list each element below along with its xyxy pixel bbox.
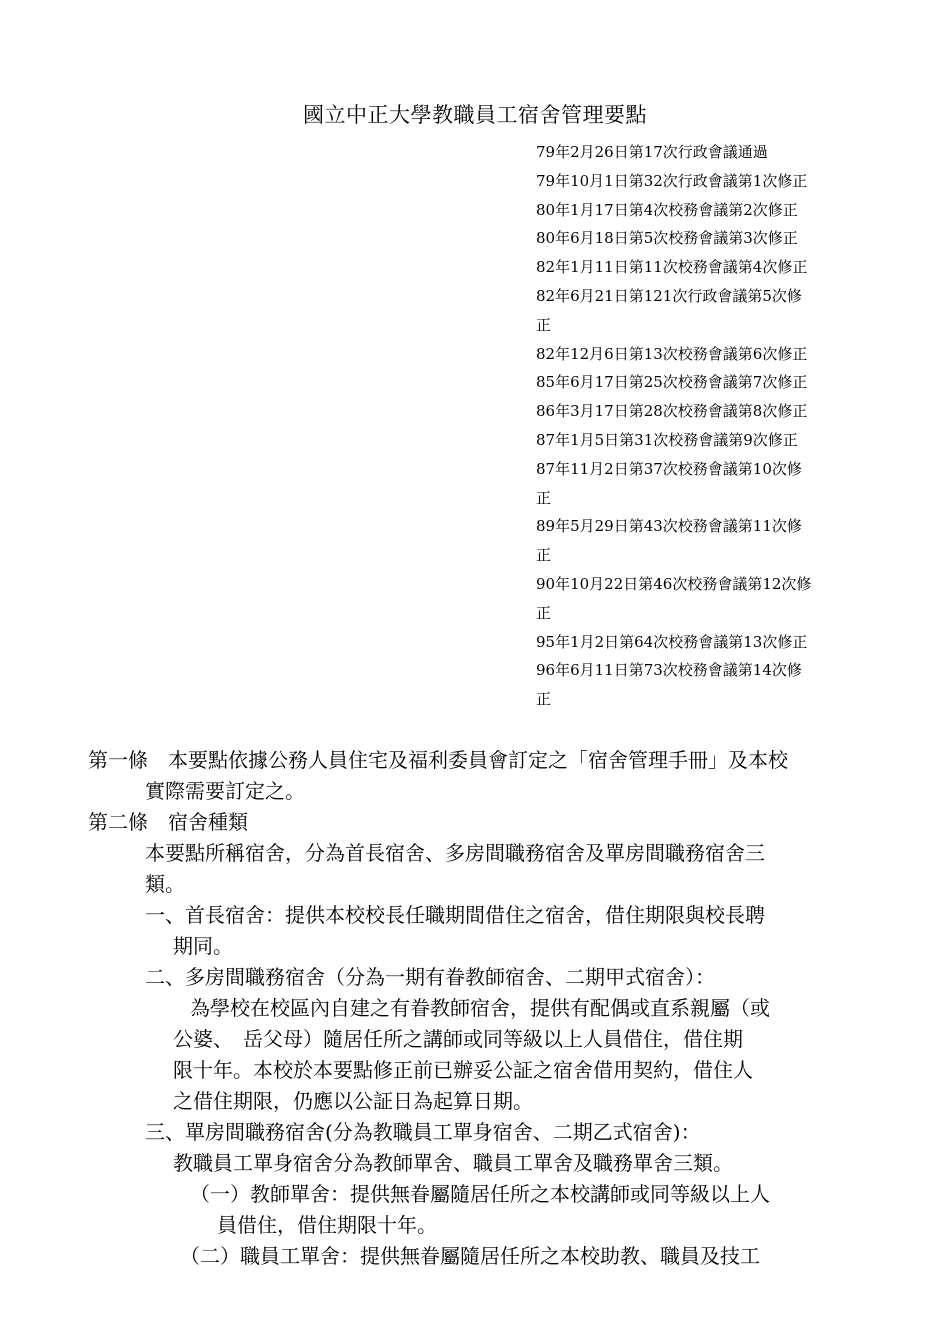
article-2-intro: 本要點所稱宿舍，分為首長宿舍、多房間職務宿舍及單房間職務宿舍三 [145, 841, 765, 865]
history-line: 80年1月17日第4次校務會議第2次修正 [536, 200, 798, 219]
article-2-intro-continuation: 類。 [145, 872, 185, 896]
amendment-history [536, 138, 858, 714]
subitem-1-continuation: 員借住，借住期限十年。 [217, 1213, 437, 1237]
history-line: 79年2月26日第17次行政會議通過 [536, 143, 768, 161]
history-line: 85年6月17日第25次校務會議第7次修正 [536, 373, 808, 392]
history-line: 79年10月1日第32次行政會議第1次修正 [536, 171, 808, 190]
article-1-continuation: 實際需要訂定之。 [145, 779, 305, 803]
item-3-text: 教職員工單身宿舍分為教師單舍、職員工單舍及職務單舍三類。 [173, 1151, 733, 1175]
history-line: 80年6月18日第5次校務會議第3次修正 [536, 229, 798, 248]
history-line: 82年6月21日第121次行政會議第5次修 [536, 286, 802, 305]
history-line: 正 [536, 488, 552, 507]
item-2-text: 為學校在校區內自建之有眷教師宿舍，提供有配偶或直系親屬（或 [190, 996, 770, 1020]
regulation-body [88, 745, 878, 1272]
history-line: 89年5月29日第43次校務會議第11次修 [536, 517, 802, 536]
history-line: 95年1月2日第64次校務會議第13次修正 [536, 632, 808, 651]
history-line: 正 [536, 546, 552, 565]
history-line: 正 [536, 603, 552, 622]
history-line: 86年3月17日第28次校務會議第8次修正 [536, 402, 808, 421]
item-2-text: 公婆、 岳父母）隨居任所之講師或同等級以上人員借住，借住期 [173, 1027, 743, 1051]
item-2-multi-room: 二、多房間職務宿舍（分為一期有眷教師宿舍、二期甲式宿舍）： [145, 965, 715, 989]
item-1-continuation: 期同。 [173, 934, 233, 958]
item-2-text: 限十年。本校於本要點修正前已辦妥公証之宿舍借用契約，借住人 [173, 1058, 753, 1082]
article-1-heading: 第一條 本要點依據公務人員住宅及福利委員會訂定之「宿舍管理手冊」及本校 [88, 748, 788, 772]
history-line: 87年11月2日第37次校務會議第10次修 [536, 459, 802, 478]
item-3-single-room: 三、單房間職務宿舍(分為教職員工單身宿舍、二期乙式宿舍)： [145, 1120, 701, 1144]
history-line: 正 [536, 315, 552, 334]
history-line: 90年10月22日第46次校務會議第12次修 [536, 574, 812, 593]
subitem-1-teacher-dorm: （一）教師單舍：提供無眷屬隨居任所之本校講師或同等級以上人 [190, 1182, 770, 1206]
item-2-text: 之借住期限，仍應以公証日為起算日期。 [173, 1089, 533, 1113]
history-line: 82年1月11日第11次校務會議第4次修正 [536, 258, 808, 277]
history-line: 82年12月6日第13次校務會議第6次修正 [536, 344, 808, 363]
history-line: 正 [536, 690, 552, 709]
history-line: 87年1月5日第31次校務會議第9次修正 [536, 430, 798, 449]
history-line: 96年6月11日第73次校務會議第14次修 [536, 661, 802, 680]
document-title: 國立中正大學教職員工宿舍管理要點 [303, 103, 647, 127]
subitem-2-staff-dorm: （二）職員工單舍：提供無眷屬隨居任所之本校助教、職員及技工 [180, 1244, 760, 1268]
item-1-head-residence: 一、首長宿舍：提供本校校長任職期間借住之宿舍，借住期限與校長聘 [145, 903, 765, 927]
article-2-heading: 第二條 宿舍種類 [88, 810, 248, 834]
